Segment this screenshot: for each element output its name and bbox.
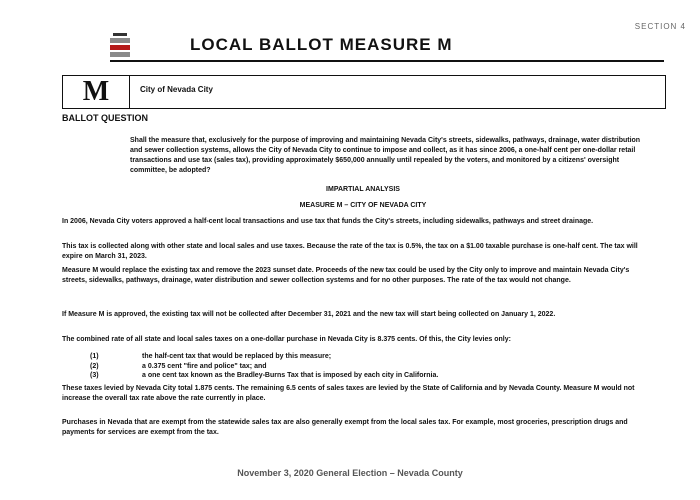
section-label: SECTION 4 <box>634 22 686 31</box>
list-item-number: (2) <box>90 362 99 370</box>
page-title: LOCAL BALLOT MEASURE M <box>190 35 453 54</box>
measure-letter: M <box>63 76 130 108</box>
list-item <box>62 362 644 372</box>
list-item-text: a one cent tax known as the Bradley-Burns Tax that is imposed by each city in California. <box>142 372 439 379</box>
analysis-paragraph: These taxes levied by Nevada City total 1.875 cents. The remaining 6.5 cents of sales taxes are levied by the State of California and by Nevada County. Measure M would not increase the overall tax rate above the rate currently in place. <box>62 385 635 402</box>
list-item-text: a 0.375 cent "fire and police" tax; and <box>142 362 267 370</box>
measure-jurisdiction: City of Nevada City <box>140 85 213 94</box>
title-divider <box>110 60 664 62</box>
ballot-question-heading: BALLOT QUESTION <box>62 113 148 123</box>
county-logo-icon <box>110 33 130 57</box>
list-item <box>62 352 644 362</box>
analysis-paragraph: This tax is collected along with other state and local sales and use taxes. Because the rate of the tax is 0.5%, the tax on a $1.00 taxable purchase is one-half cent. The tax will expire on March 31, 2023. <box>62 243 638 260</box>
analysis-heading: IMPARTIAL ANALYSIS <box>326 186 400 193</box>
analysis-paragraph: In 2006, Nevada City voters approved a half-cent local transactions and use tax that funds the City's streets, including sidewalks, pathways and street drainage. <box>62 218 594 225</box>
measure-box <box>62 75 666 109</box>
city-tax-list <box>62 352 644 381</box>
analysis-paragraph: The combined rate of all state and local sales taxes on a one-dollar purchase in Nevada City is 8.375 cents. Of this, the City levies only: <box>62 336 511 343</box>
ballot-question-text: Shall the measure that, exclusively for the purpose of improving and maintaining Nevada City's streets, sidewalks, pathways, drainage, water distribution and sewer collection systems, allows the City of Nevada City to continue to impose and collect, as it has since 2006, a one-half cent per one-dollar retail transactions and use tax (sales tax), providing approximately $650,000 annually until repealed by the voters, and monitored by a citizens' oversight committee, be adopted? <box>130 137 641 174</box>
page-footer: November 3, 2020 General Election – Nevada County <box>237 468 463 478</box>
analysis-paragraph: Measure M would replace the existing tax and remove the 2023 sunset date. Proceeds of the new tax could be used by the City only to improve and maintain Nevada City's streets, sidewalks, pathways, drainage, water distribution and sewer collection systems and for no other purposes. The rate of the tax would not change. <box>62 267 630 284</box>
list-item-number: (3) <box>90 372 99 379</box>
list-item-text: the half-cent tax that would be replaced by this measure; <box>142 353 332 360</box>
list-item-number: (1) <box>90 353 99 360</box>
analysis-paragraph: If Measure M is approved, the existing tax will not be collected after December 31, 2021 and the new tax will start being collected on January 1, 2022. <box>62 311 556 318</box>
analysis-subheading: MEASURE M – CITY OF NEVADA CITY <box>299 202 427 209</box>
list-item <box>62 371 644 381</box>
analysis-paragraph: Purchases in Nevada that are exempt from the statewide sales tax are also generally exempt from the local sales tax. For example, most groceries, prescription drugs and payments for services are exempt from the tax. <box>62 419 628 436</box>
